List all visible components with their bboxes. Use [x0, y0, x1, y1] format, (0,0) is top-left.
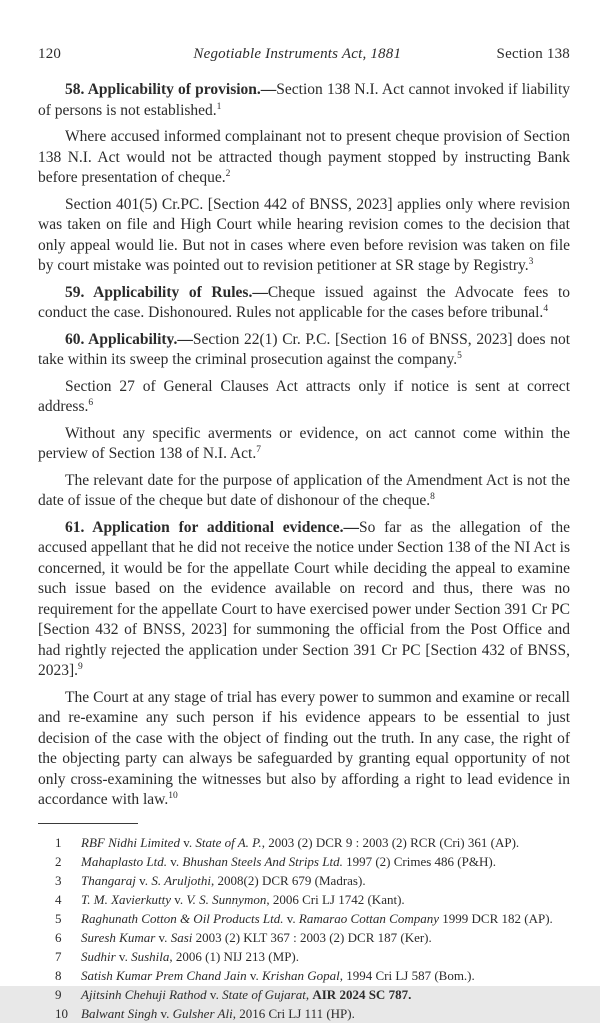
footnote-citation: Mahaplasto Ltd. v. Bhushan Steels And Strips Ltd. 1997 (2) Crimes 486 (P&H).: [81, 853, 496, 869]
section-heading: 60. Applicability.—: [65, 330, 193, 348]
paragraph: The relevant date for the purpose of application of the Amendment Act is not the date of issue of the cheque but date of dishonour of the cheque.$^8$: [38, 471, 570, 509]
footnote-ref: 3: [528, 256, 534, 267]
footnote-citation: Ajitsinh Chehuji Rathod v. State of Gujarat, AIR 2024 SC 787.: [81, 986, 412, 1002]
footnote-number: 4: [55, 891, 62, 907]
footnote-ref: 6: [88, 397, 94, 408]
footnote-citation: Thangaraj v. S. Aruljothi, 2008(2) DCR 679 (Madras).: [81, 872, 366, 888]
footnote-number: 7: [55, 948, 62, 964]
footnote-number: 3: [55, 872, 62, 888]
footnote-number: 10: [55, 1005, 68, 1021]
paragraph: Section 27 of General Clauses Act attracts only if notice is sent at correct address.$^6$: [38, 377, 570, 415]
footnote-item: [55, 890, 570, 909]
footnote-list: [38, 833, 570, 1023]
page-header: [38, 46, 570, 63]
paragraph: 60. Applicability.—Section 22(1) Cr. P.C. [Section 16 of BNSS, 2023] does not take within its sweep the criminal prosecution against the company.$^5$: [38, 330, 571, 368]
footnote-citation: Satish Kumar Prem Chand Jain v. Krishan Gopal, 1994 Cri LJ 587 (Bom.).: [81, 967, 475, 983]
footnote-divider: [38, 823, 138, 824]
page-number: 120: [38, 46, 62, 62]
section-heading: 61. Application for additional evidence.—: [65, 518, 359, 536]
running-title: Negotiable Instruments Act, 1881: [193, 46, 402, 62]
footnote-ref: 5: [457, 350, 462, 361]
footnote-ref: 4: [543, 303, 549, 314]
paragraph: The Court at any stage of trial has every power to summon and examine or recall and re-examine any such person if his evidence appears to be essential to just decision of the case with the object of finding out the truth. In any case, the right of the objecting party can always be safeguarded by granting equal opportunity of not only cross-examining the witnesses but also by affording a right to lead evidence in accordance with law.$^{10}$: [38, 688, 570, 808]
footnote-ref: 1: [216, 101, 222, 112]
footnote-ref: 9: [78, 661, 83, 672]
footnote-number: 9: [55, 986, 62, 1002]
footnote-item: [55, 966, 570, 985]
paragraph: Without any specific averments or evidence, on act cannot come within the perview of Section 138 of N.I. Act.$^7$: [38, 424, 570, 462]
footnote-area: [38, 823, 570, 1023]
footnote-citation: Suresh Kumar v. Sasi 2003 (2) KLT 367 : 2003 (2) DCR 187 (Ker).: [81, 929, 432, 945]
section-heading: 58. Applicability of provision.—: [65, 81, 277, 98]
footnote-ref: 8: [430, 491, 435, 502]
paragraph: 61. Application for additional evidence.—So far as the allegation of the accused appellant that he did not receive the notice under Section 138 of the NI Act is concerned, it would be for the appellate Court while deciding the appeal to examine such issue based on the evidence available on record and thus, there was no requirement for the appellate Court to have exercised power under Section 391 Cr PC [Section 432 of BNSS, 2023] for summoning the official from the Post Office and had rightly rejected the application under Section 391 Cr PC [Section 432 of BNSS, 2023].$^9$: [38, 518, 570, 679]
footnote-item: [55, 1004, 570, 1023]
footnote-number: 1: [55, 834, 62, 850]
footnote-ref: 2: [225, 168, 231, 179]
paragraph: Where accused informed complainant not to present cheque provision of Section 138 N.I. Act would not be attracted though payment stopped by instructing Bank before presentation of cheque.$^2$: [38, 128, 570, 186]
footnote-item: [55, 928, 570, 947]
paragraph: Section 401(5) Cr.PC. [Section 442 of BNSS, 2023] applies only where revision was taken on file and High Court while hearing revision comes to the decision that only appeal would lie. But not in cases where even before revision was taken on file by court mistake was pointed out to revision petitioner at SR stage by Registry.$^3$: [38, 195, 570, 274]
footnote-number: 8: [55, 967, 62, 983]
footnote-number: 2: [55, 853, 62, 869]
footnote-item: [55, 947, 570, 966]
paragraph: 59. Applicability of Rules.—Cheque issued against the Advocate fees to conduct the case. Dishonoured. Rules not applicable for the cases before tribunal.$^4$: [38, 283, 571, 321]
section-reference: Section 138: [496, 46, 570, 62]
footnote-citation: RBF Nidhi Limited v. State of A. P., 2003 (2) DCR 9 : 2003 (2) RCR (Cri) 361 (AP).: [81, 834, 520, 850]
section-heading: 59. Applicability of Rules.—: [65, 283, 268, 301]
footnote-citation: Raghunath Cotton & Oil Products Ltd. v. Ramarao Cottan Company 1999 DCR 182 (AP).: [81, 910, 553, 926]
footnote-number: 6: [55, 929, 62, 945]
footnote-citation: T. M. Xavierkutty v. V. S. Sunnymon, 2006 Cri LJ 1742 (Kant).: [81, 891, 405, 907]
footnote-citation: Sudhir v. Sushila, 2006 (1) NIJ 213 (MP).: [81, 948, 300, 964]
footnote-item: [55, 909, 570, 928]
footnote-item: [55, 833, 570, 852]
footnote-citation: Balwant Singh v. Gulsher Ali, 2016 Cri LJ 111 (HP).: [81, 1005, 355, 1021]
footnote-ref: 7: [256, 444, 261, 455]
footnote-item: [55, 852, 570, 871]
footnote-ref: 10: [168, 790, 178, 801]
footnote-item: [55, 871, 570, 890]
footnote-number: 5: [55, 910, 62, 926]
body-text: [38, 80, 570, 811]
paragraph: 58. Applicability of provision.—Section 138 N.I. Act cannot invoked if liability of persons is not established.$^1$: [38, 81, 571, 119]
footnote-item: [55, 985, 570, 1004]
